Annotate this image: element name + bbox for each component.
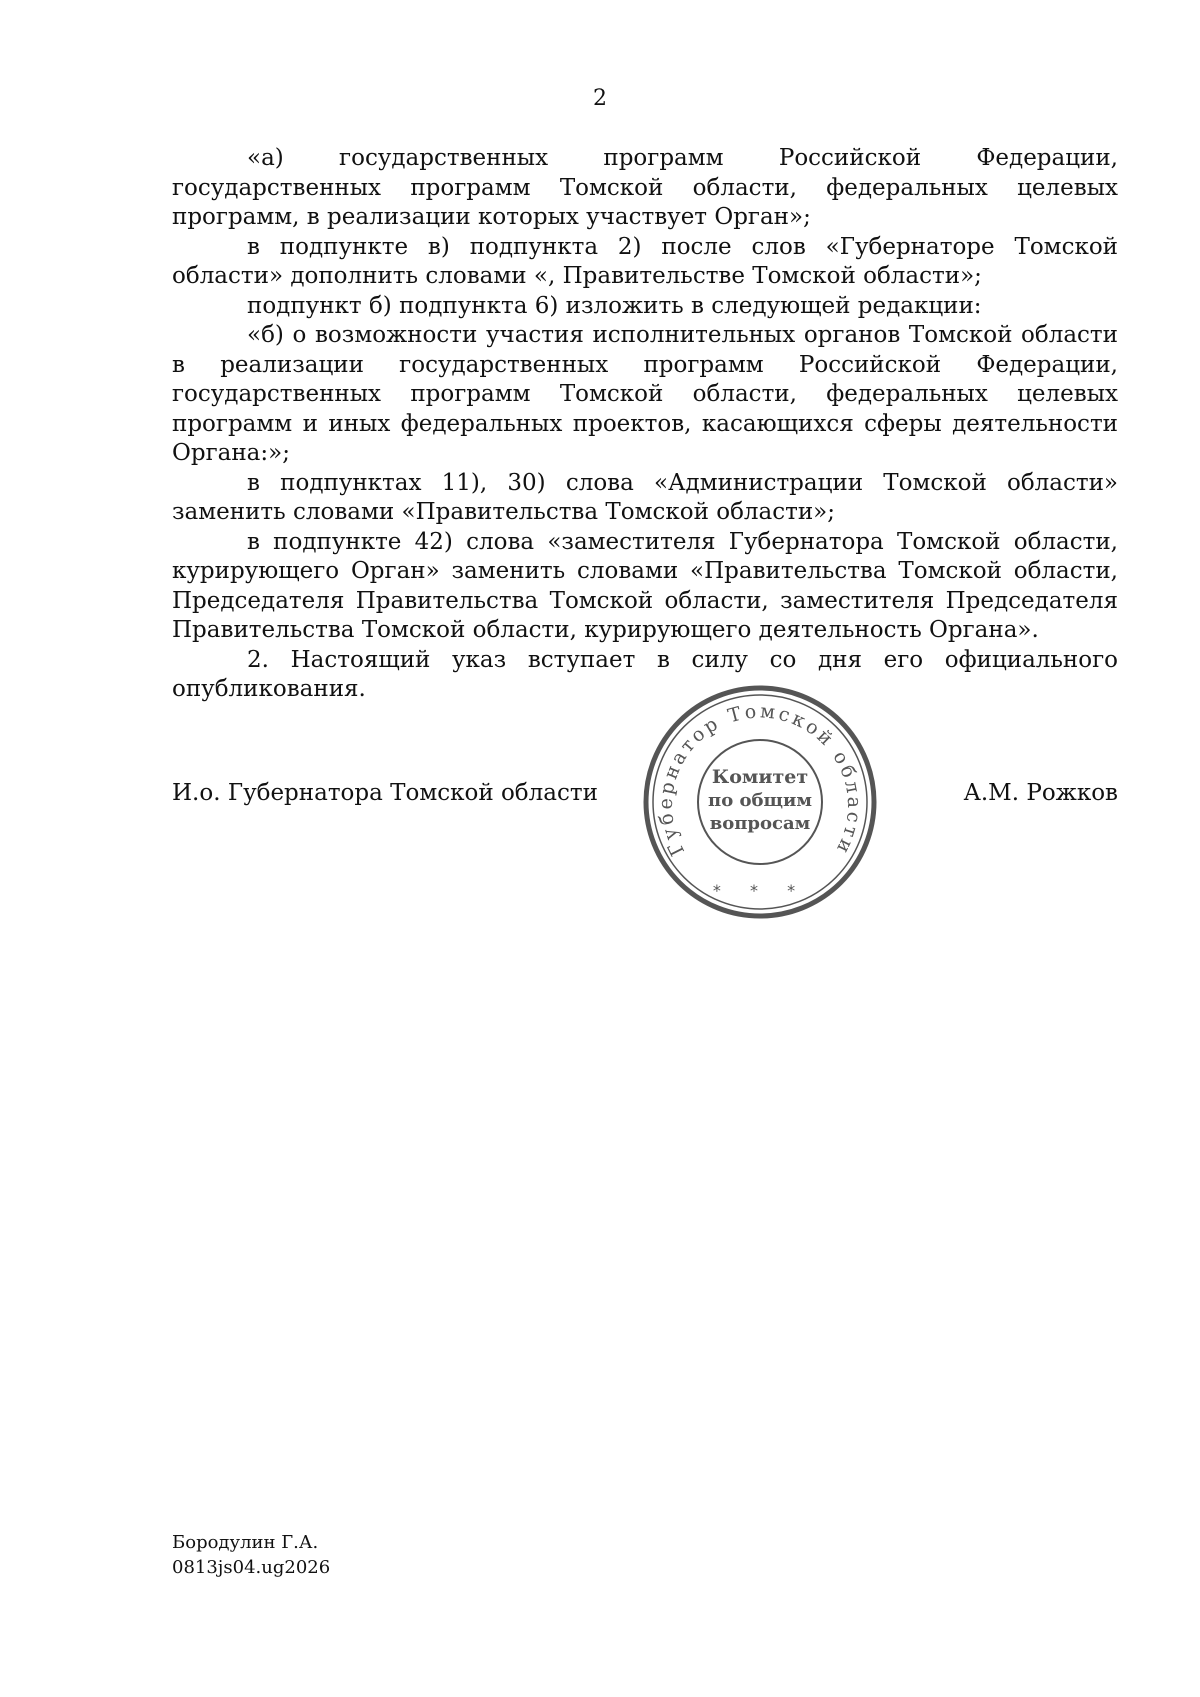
official-seal — [640, 682, 880, 922]
paragraph: «а) государственных программ Российской Федерации, государственных программ Томской области, федеральных целевых программ, в реализации которых участвует Орган»; — [172, 145, 1118, 230]
signatory-position: И.о. Губернатора Томской области — [172, 780, 598, 806]
seal-center-line: Комитет — [711, 766, 809, 788]
paragraph: 2. Настоящий указ вступает в силу со дня его официального опубликования. — [172, 646, 1118, 702]
paragraph: «б) о возможности участия исполнительных органов Томской области в реализации государственных программ Российской Федерации, государственных программ Томской области, федеральных целевых программ и иных федеральных проектов, касающихся сферы деятельности Органа:»; — [172, 322, 1118, 466]
document-body — [172, 144, 1118, 705]
page-number: 2 — [593, 86, 607, 111]
paragraph: в подпункте в) подпункта 2) после слов «Губернаторе Томской области» дополнить словами «, Правительстве Томской области»; — [172, 233, 1118, 289]
seal-center-line: по общим — [708, 790, 812, 811]
executor-info — [172, 1530, 330, 1580]
paragraph: в подпункте 42) слова «заместителя Губернатора Томской области, курирующего Орган» заменить словами «Правительства Томской области, Председателя Правительства Томской области, заместителя Председателя Правительства Томской области, курирующего деятельность Органа». — [172, 528, 1118, 643]
signatory-name: А.М. Рожков — [963, 780, 1118, 806]
seal-stars: * * * — [712, 881, 808, 900]
document-code: 0813js04.ug2026 — [172, 1557, 331, 1578]
executor-name: Бородулин Г.А. — [172, 1532, 319, 1553]
seal-center-line: вопросам — [709, 813, 811, 834]
paragraph: подпункт б) подпункта 6) изложить в следующей редакции: — [247, 292, 982, 319]
paragraph: в подпунктах 11), 30) слова «Администрации Томской области» заменить словами «Правительства Томской области»; — [172, 469, 1118, 525]
seal-ring-text: Губернатор Томской области — [654, 700, 866, 860]
